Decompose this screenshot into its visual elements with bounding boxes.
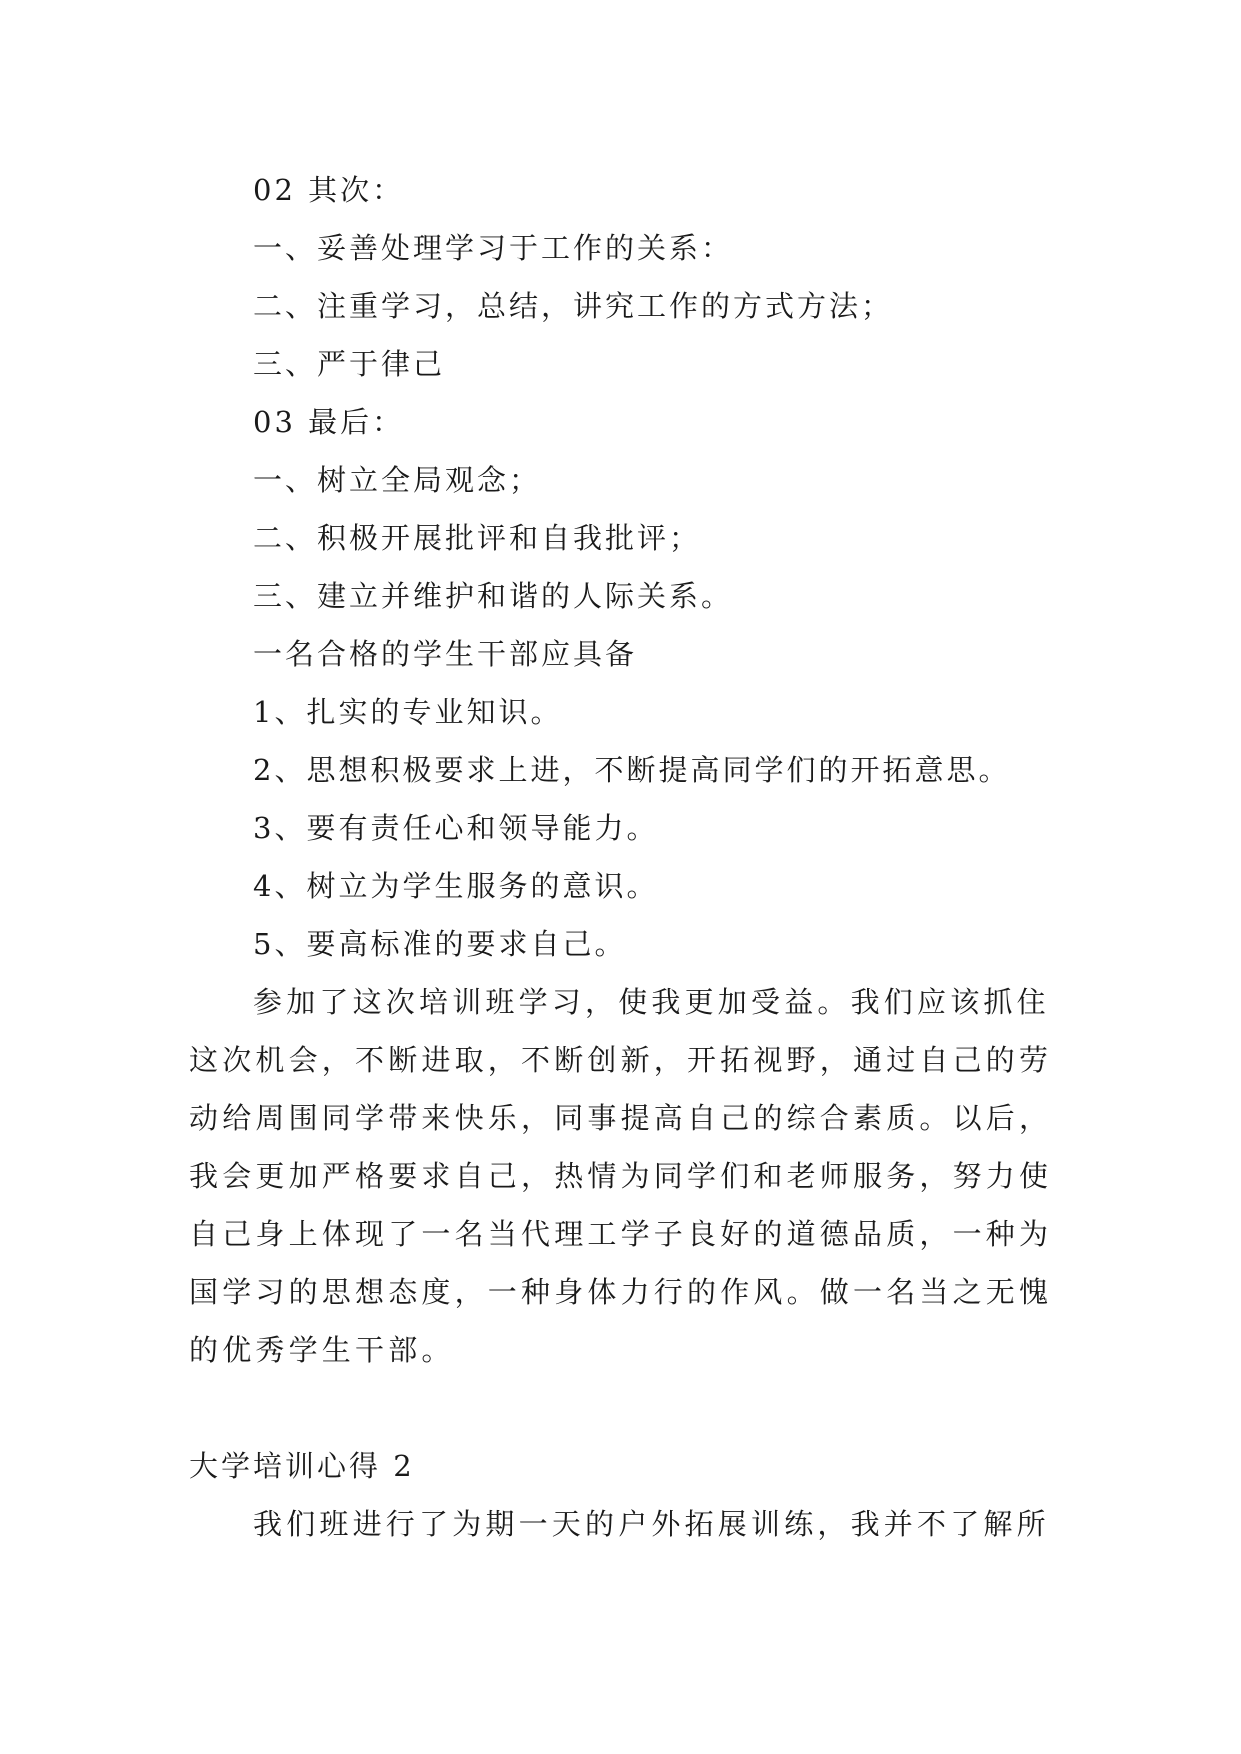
section-heading: 03 最后： bbox=[253, 405, 405, 439]
list-item: 二、注重学习，总结，讲究工作的方式方法； bbox=[253, 289, 894, 323]
paragraph-line: 我们班进行了为期一天的户外拓展训练，我并不了解所 bbox=[253, 1507, 1050, 1541]
list-item: 5、要高标准的要求自己。 bbox=[253, 927, 627, 961]
list-item: 二、积极开展批评和自我批评； bbox=[253, 521, 702, 555]
paragraph-line: 国学习的思想态度，一种身体力行的作风。做一名当之无愧 bbox=[189, 1275, 1053, 1309]
list-item: 1、扎实的专业知识。 bbox=[253, 695, 563, 729]
paragraph-line: 自己身上体现了一名当代理工学子良好的道德品质，一种为 bbox=[189, 1217, 1053, 1251]
list-item: 一、树立全局观念； bbox=[253, 463, 542, 497]
paragraph-line: 我会更加严格要求自己，热情为同学们和老师服务，努力使 bbox=[189, 1159, 1053, 1193]
article-title: 大学培训心得 2 bbox=[189, 1449, 415, 1483]
paragraph-line: 动给周围同学带来快乐，同事提高自己的综合素质。以后， bbox=[189, 1101, 1053, 1135]
list-item: 2、思想积极要求上进，不断提高同学们的开拓意思。 bbox=[253, 753, 1011, 787]
list-item: 三、建立并维护和谐的人际关系。 bbox=[253, 579, 734, 613]
list-item: 4、树立为学生服务的意识。 bbox=[253, 869, 659, 903]
paragraph-line: 参加了这次培训班学习，使我更加受益。我们应该抓住 bbox=[253, 985, 1050, 1019]
list-item: 3、要有责任心和领导能力。 bbox=[253, 811, 659, 845]
list-item: 一、妥善处理学习于工作的关系： bbox=[253, 231, 734, 265]
section-heading: 一名合格的学生干部应具备 bbox=[253, 637, 638, 671]
list-item: 三、严于律己 bbox=[253, 347, 446, 381]
section-heading: 02 其次： bbox=[253, 173, 405, 207]
paragraph-line: 的优秀学生干部。 bbox=[189, 1333, 455, 1367]
paragraph-line: 这次机会，不断进取，不断创新，开拓视野，通过自己的劳 bbox=[189, 1043, 1053, 1077]
